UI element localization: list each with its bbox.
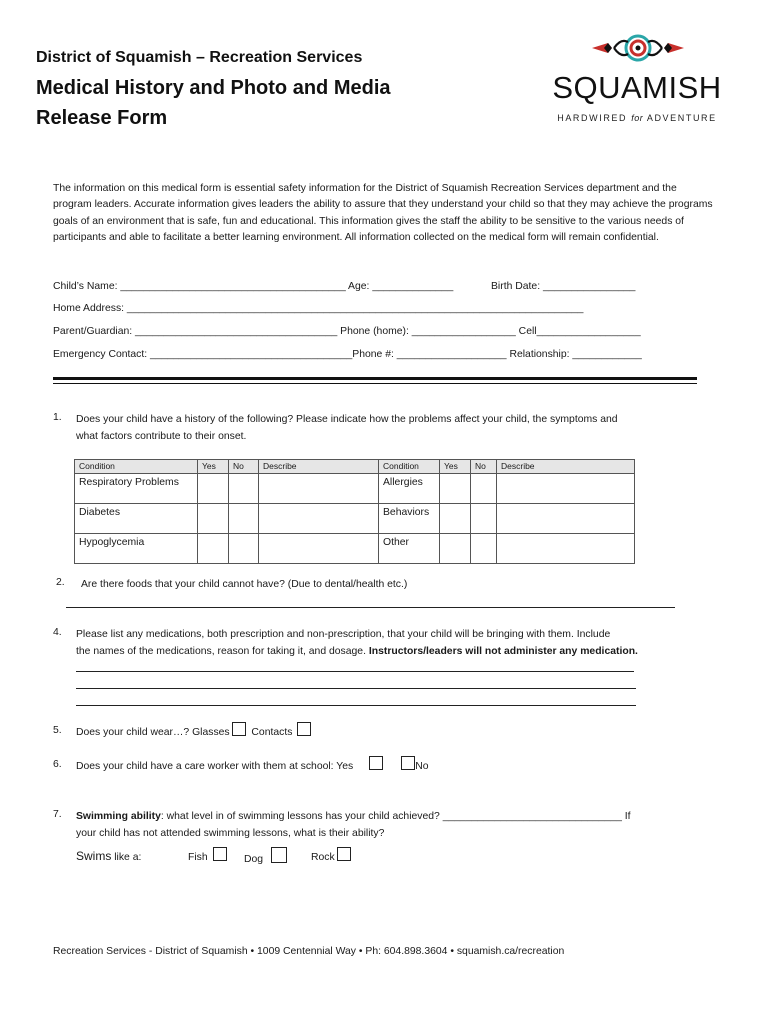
- like-a-label: like a:: [111, 852, 142, 863]
- swims-like-row: [76, 848, 141, 867]
- home-address-field[interactable]: Home Address: _______________________________________________________________________________: [53, 303, 584, 314]
- parent-guardian-field[interactable]: Parent/Guardian: ___________________________________ Phone (home): __________________ Cell__________________: [53, 326, 641, 337]
- form-title: [36, 73, 391, 133]
- question-1-line1: Does your child have a history of the following? Please indicate how the problems affect your child, the symptoms and: [76, 414, 618, 425]
- dog-option: [244, 847, 287, 869]
- answer-line[interactable]: [66, 607, 675, 608]
- question-1-line2: what factors contribute to their onset.: [76, 430, 247, 442]
- question-6-text: Does your child have a care worker with them at school: Yes: [76, 761, 354, 772]
- fish-option: [188, 847, 227, 867]
- question-7: [76, 809, 631, 842]
- answer-line[interactable]: [76, 688, 636, 689]
- swimming-ability-label: Swimming ability: [76, 811, 161, 822]
- tagline-part: HARDWIRED: [557, 113, 632, 123]
- section-divider-thin: [53, 383, 697, 384]
- dog-label: Dog: [244, 854, 264, 865]
- condition-cell: Respiratory Problems: [75, 474, 198, 504]
- question-1: [76, 412, 618, 445]
- contacts-label: Contacts: [251, 727, 293, 738]
- describe-cell[interactable]: [259, 504, 379, 534]
- conditions-table: [74, 459, 635, 564]
- no-cell[interactable]: [229, 534, 259, 564]
- yes-cell[interactable]: [440, 504, 471, 534]
- rock-option: [311, 847, 351, 867]
- swims-label: Swims: [76, 849, 112, 863]
- organization-name: District of Squamish – Recreation Services: [36, 49, 363, 66]
- rock-checkbox[interactable]: [337, 847, 351, 861]
- question-7-line1: [76, 809, 631, 826]
- describe-cell[interactable]: [259, 474, 379, 504]
- yes-cell[interactable]: [440, 474, 471, 504]
- table-header-row: [75, 460, 635, 474]
- logo-tagline: [548, 113, 726, 123]
- describe-cell[interactable]: [497, 474, 635, 504]
- dog-checkbox[interactable]: [271, 847, 287, 863]
- yes-cell[interactable]: [198, 474, 229, 504]
- condition-cell: Allergies: [379, 474, 440, 504]
- logo-wordmark: SQUAMISH: [552, 70, 722, 105]
- form-title-line2: Release Form: [36, 107, 168, 129]
- describe-cell[interactable]: [497, 534, 635, 564]
- question-4: [76, 627, 638, 660]
- question-number: 2.: [56, 577, 65, 588]
- page-footer: Recreation Services - District of Squamish • 1009 Centennial Way • Ph: 604.898.3604 • squamish.ca/recreation: [53, 946, 565, 957]
- eye-emblem-icon: [548, 34, 728, 70]
- header-no: No: [229, 460, 259, 474]
- question-7-line2: your child has not attended swimming lessons, what is their ability?: [76, 827, 385, 839]
- question-5: [76, 722, 311, 742]
- table-row: [75, 504, 635, 534]
- condition-cell: Behaviors: [379, 504, 440, 534]
- birth-date-field[interactable]: Birth Date: ________________: [491, 281, 636, 292]
- yes-cell[interactable]: [198, 534, 229, 564]
- question-number: 6.: [53, 759, 62, 770]
- fish-label: Fish: [188, 852, 208, 863]
- header-no: No: [471, 460, 497, 474]
- question-number: 4.: [53, 627, 62, 638]
- medication-warning: Instructors/leaders will not administer any medication.: [368, 645, 638, 657]
- no-checkbox[interactable]: [401, 756, 415, 770]
- yes-cell[interactable]: [198, 504, 229, 534]
- contacts-checkbox[interactable]: [297, 722, 311, 736]
- question-6: [76, 756, 429, 776]
- yes-checkbox[interactable]: [369, 756, 383, 770]
- condition-cell: Hypoglycemia: [75, 534, 198, 564]
- header-yes: Yes: [440, 460, 471, 474]
- header-describe: Describe: [259, 460, 379, 474]
- tagline-part: ADVENTURE: [643, 113, 717, 123]
- question-number: 1.: [53, 412, 62, 423]
- question-4-line2: [76, 644, 638, 661]
- header-describe: Describe: [497, 460, 635, 474]
- form-title-line1: Medical History and Photo and Media: [36, 77, 391, 99]
- header-yes: Yes: [198, 460, 229, 474]
- question-7-text: : what level in of swimming lessons has your child achieved? _______________________________ If: [160, 811, 631, 822]
- no-cell[interactable]: [229, 474, 259, 504]
- question-4-text: the names of the medications, reason for taking it, and dosage.: [76, 645, 369, 657]
- no-cell[interactable]: [471, 504, 497, 534]
- no-cell[interactable]: [471, 474, 497, 504]
- table-row: [75, 534, 635, 564]
- header-condition: Condition: [75, 460, 198, 474]
- answer-line[interactable]: [76, 705, 636, 706]
- yes-cell[interactable]: [440, 534, 471, 564]
- condition-cell: Diabetes: [75, 504, 198, 534]
- rock-label: Rock: [311, 852, 335, 863]
- squamish-logo: [548, 34, 728, 126]
- section-divider-thick: [53, 377, 697, 380]
- no-cell[interactable]: [229, 504, 259, 534]
- tagline-italic: for: [631, 113, 644, 123]
- answer-line[interactable]: [76, 671, 634, 672]
- no-label: No: [415, 761, 429, 772]
- question-number: 7.: [53, 809, 62, 820]
- question-number: 5.: [53, 725, 62, 736]
- header-condition: Condition: [379, 460, 440, 474]
- glasses-checkbox[interactable]: [232, 722, 246, 736]
- describe-cell[interactable]: [497, 504, 635, 534]
- intro-paragraph: The information on this medical form is essential safety information for the District of Squamish Recreation Services department and the program leaders. Accurate information gives leaders the ability to assure that they understand your child so that they may achieve the programs goals of an environment that is safe, fun and educational. This information gives the staff the ability to be sensitive to the various needs of participants and able to facilitate a better learning environment. All information collected on the medical form will remain confidential.: [53, 183, 713, 244]
- question-5-text: Does your child wear…? Glasses: [76, 727, 230, 738]
- fish-checkbox[interactable]: [213, 847, 227, 861]
- emergency-contact-field[interactable]: Emergency Contact: ___________________________________Phone #: ___________________ Relationship: ____________: [53, 349, 642, 360]
- no-cell[interactable]: [471, 534, 497, 564]
- question-4-line1: Please list any medications, both prescription and non-prescription, that your child will be bringing with them. Include: [76, 629, 611, 640]
- child-name-field[interactable]: Child’s Name: _______________________________________ Age: ______________: [53, 281, 454, 292]
- question-2: Are there foods that your child cannot have? (Due to dental/health etc.): [81, 579, 408, 590]
- condition-cell: Other: [379, 534, 440, 564]
- describe-cell[interactable]: [259, 534, 379, 564]
- table-row: [75, 474, 635, 504]
